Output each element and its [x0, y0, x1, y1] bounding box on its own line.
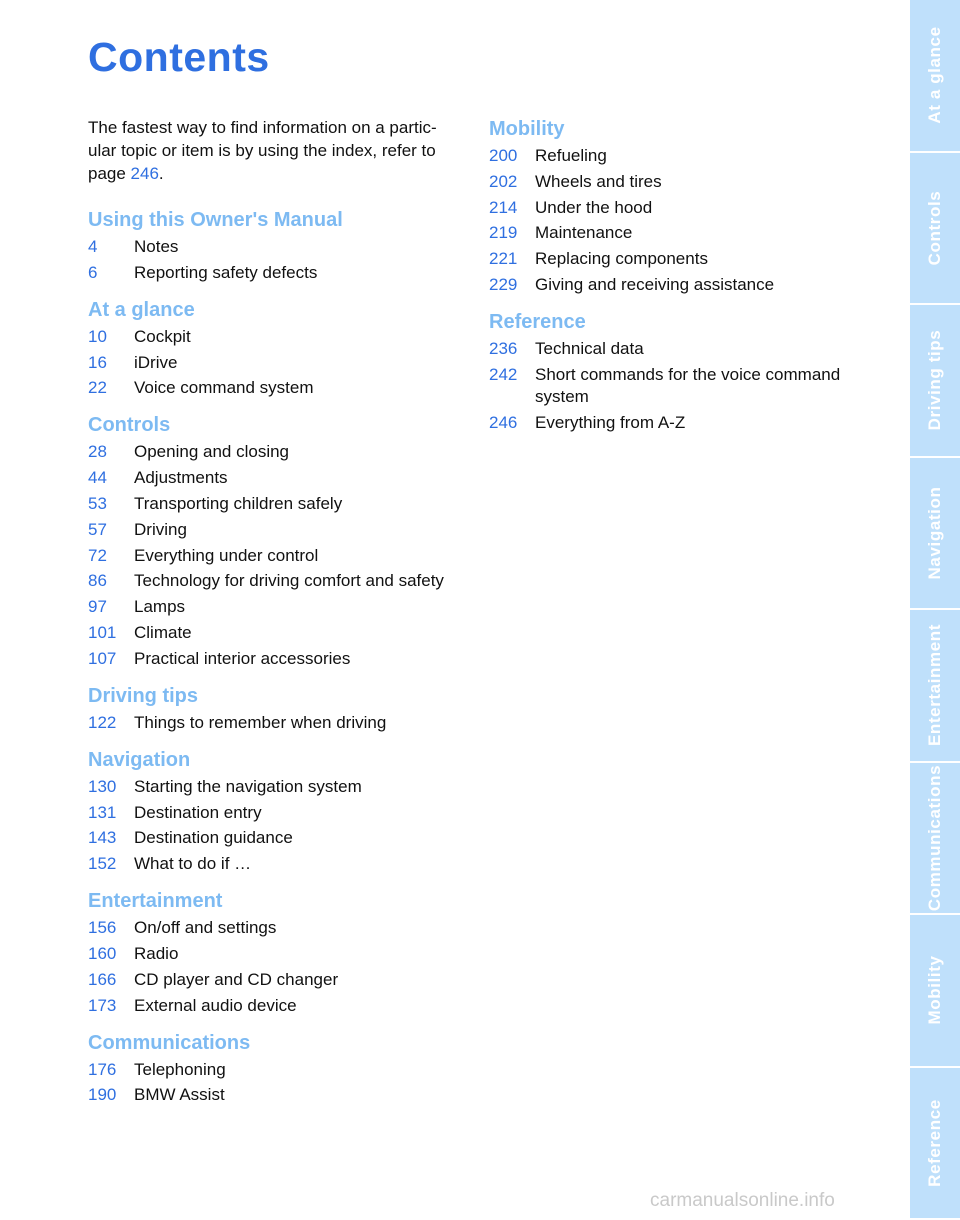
- index-page-link[interactable]: 246: [130, 164, 159, 183]
- tab-label: Navigation: [925, 486, 944, 580]
- entry-label: Voice command system: [134, 378, 314, 398]
- section-reference: [489, 309, 879, 434]
- entry-label: Radio: [134, 943, 179, 963]
- entry-label: Notes: [134, 237, 179, 256]
- tab-label: Reference: [925, 1098, 944, 1187]
- page-number[interactable]: 152: [88, 854, 117, 874]
- toc-entry[interactable]: [88, 943, 468, 965]
- section-title: Communications: [88, 1031, 251, 1054]
- tab-label: Mobility: [925, 955, 944, 1025]
- toc-entry[interactable]: [489, 364, 879, 408]
- entry-label: CD player and CD changer: [134, 969, 339, 989]
- entry-label: Maintenance: [535, 223, 633, 243]
- toc-entry[interactable]: [88, 467, 468, 489]
- entry-label: Everything under control: [134, 545, 319, 565]
- page-number[interactable]: 16: [88, 352, 107, 372]
- toc-entry[interactable]: [88, 1084, 468, 1106]
- toc-entry[interactable]: [88, 545, 468, 567]
- tab-controls[interactable]: [910, 153, 960, 306]
- toc-entry[interactable]: [88, 827, 468, 849]
- tab-mobility[interactable]: [910, 915, 960, 1068]
- page-number[interactable]: 130: [88, 776, 117, 796]
- entry-label: Wheels and tires: [535, 171, 662, 191]
- entry-label: Opening and closing: [134, 442, 290, 462]
- entry-label: Things to remember when driving: [134, 712, 387, 732]
- entry-label: Short commands for the voice command system: [535, 364, 841, 406]
- toc-entry[interactable]: [88, 969, 468, 991]
- tab-at-a-glance[interactable]: [910, 0, 960, 153]
- toc-entry[interactable]: [88, 648, 468, 670]
- entry-label: Adjustments: [134, 468, 228, 488]
- page-number[interactable]: 156: [88, 918, 117, 938]
- page-number[interactable]: 200: [489, 146, 518, 165]
- intro-line-1: The fastest way to find information on a partic-: [88, 118, 437, 137]
- intro-line-3: page: [88, 164, 131, 183]
- page-number[interactable]: 22: [88, 378, 107, 398]
- toc-entry[interactable]: [88, 776, 468, 798]
- intro-line-2: ular topic or item is by using the index, refer to: [88, 141, 436, 160]
- toc-entry[interactable]: [88, 519, 468, 541]
- section-at-a-glance: [88, 297, 468, 400]
- page-number[interactable]: 166: [88, 969, 117, 989]
- intro-paragraph: [88, 116, 468, 185]
- page-number[interactable]: 246: [489, 412, 518, 432]
- entry-label: On/off and settings: [134, 918, 277, 938]
- section-title: Controls: [88, 414, 171, 437]
- toc-entry[interactable]: [88, 441, 468, 463]
- entry-label: Lamps: [134, 597, 186, 617]
- page-number[interactable]: 236: [489, 338, 518, 358]
- toc-entry[interactable]: [88, 236, 468, 258]
- page-number[interactable]: 6: [88, 262, 98, 282]
- toc-entry[interactable]: [88, 622, 468, 644]
- toc-entry[interactable]: [88, 917, 468, 939]
- entry-label: iDrive: [134, 352, 178, 372]
- entry-label: Practical interior accessories: [134, 648, 351, 668]
- entry-label: Destination guidance: [134, 828, 293, 848]
- section-driving-tips: [88, 683, 468, 734]
- page-number[interactable]: 10: [88, 326, 107, 346]
- tab-label: Driving tips: [925, 329, 944, 431]
- tab-label: Controls: [925, 190, 944, 266]
- toc-entry[interactable]: [489, 338, 879, 360]
- toc-entry[interactable]: [88, 853, 468, 875]
- tab-driving-tips[interactable]: [910, 305, 960, 458]
- section-using-manual: [88, 207, 468, 284]
- toc-entry[interactable]: [489, 412, 879, 434]
- page-number[interactable]: 229: [489, 274, 518, 294]
- toc-entry[interactable]: [88, 995, 468, 1017]
- entry-label: Driving: [134, 519, 187, 539]
- entry-label: What to do if …: [134, 854, 252, 874]
- toc-entry[interactable]: [489, 145, 879, 167]
- entry-label: Destination entry: [134, 802, 262, 822]
- section-title: At a glance: [88, 298, 195, 321]
- toc-entry[interactable]: [489, 222, 879, 244]
- page-number[interactable]: 122: [88, 712, 117, 732]
- page-number[interactable]: 202: [489, 171, 518, 191]
- toc-entry[interactable]: [88, 352, 468, 374]
- section-mobility: [489, 116, 879, 296]
- page-number[interactable]: 131: [88, 802, 117, 822]
- toc-entry[interactable]: [88, 712, 468, 734]
- toc-entry[interactable]: [88, 596, 468, 618]
- section-title: Reference: [489, 310, 586, 333]
- page-number[interactable]: 160: [88, 943, 117, 963]
- toc-entry[interactable]: [489, 171, 879, 193]
- section-title: Using this Owner's Manual: [88, 209, 343, 231]
- page-number[interactable]: 57: [88, 519, 107, 539]
- section-title: Mobility: [489, 118, 565, 140]
- page-number[interactable]: 44: [88, 468, 107, 488]
- page-number[interactable]: 214: [489, 197, 518, 217]
- toc-entry[interactable]: [88, 802, 468, 824]
- page-number[interactable]: 219: [489, 223, 518, 243]
- entry-label: Replacing components: [535, 249, 708, 269]
- tab-communications[interactable]: [910, 763, 960, 916]
- entry-label: Under the hood: [535, 197, 653, 217]
- section-navigation: [88, 747, 468, 875]
- entry-label: Cockpit: [134, 326, 191, 346]
- page-number[interactable]: 190: [88, 1085, 117, 1105]
- entry-label: Transporting children safely: [134, 493, 343, 513]
- page-number[interactable]: 101: [88, 622, 117, 642]
- toc-entry[interactable]: [88, 493, 468, 515]
- page-number[interactable]: 221: [489, 249, 518, 269]
- tab-entertainment[interactable]: [910, 610, 960, 763]
- page-number[interactable]: 97: [88, 597, 107, 617]
- toc-entry[interactable]: [88, 262, 468, 284]
- chapter-tab-strip: [910, 0, 960, 1220]
- contents-right-column: [489, 116, 879, 447]
- entry-label: External audio device: [134, 995, 297, 1015]
- section-title: Driving tips: [88, 684, 199, 707]
- entry-label: Giving and receiving assistance: [535, 274, 775, 294]
- toc-entry[interactable]: [88, 377, 468, 399]
- entry-label: Refueling: [535, 146, 607, 165]
- toc-entry[interactable]: [489, 197, 879, 219]
- entry-label: Starting the navigation system: [134, 776, 362, 796]
- entry-label: Climate: [134, 622, 192, 642]
- page-number[interactable]: 173: [88, 995, 117, 1015]
- entry-label: Reporting safety defects: [134, 262, 318, 282]
- toc-entry[interactable]: [489, 274, 879, 296]
- entry-label: Technical data: [535, 338, 644, 358]
- page-number[interactable]: 107: [88, 648, 117, 668]
- tab-label: Entertainment: [925, 624, 944, 747]
- section-title: Entertainment: [88, 890, 223, 913]
- toc-entry[interactable]: [489, 248, 879, 270]
- entry-label: BMW Assist: [134, 1085, 225, 1105]
- page-number[interactable]: 176: [88, 1059, 117, 1079]
- toc-entry[interactable]: [88, 1059, 468, 1081]
- section-title: Navigation: [88, 748, 191, 771]
- page-number[interactable]: 242: [489, 364, 518, 384]
- contents-left-column: [88, 116, 468, 1119]
- page-number[interactable]: 53: [88, 493, 107, 513]
- watermark: carmanualsonline.info: [650, 1190, 835, 1211]
- section-communications: [88, 1030, 468, 1107]
- entry-label: Telephoning: [134, 1059, 226, 1079]
- entry-label: Technology for driving comfort and safety: [134, 571, 444, 591]
- section-controls: [88, 412, 468, 669]
- page-number[interactable]: 143: [88, 828, 117, 848]
- tab-label: At a glance: [925, 26, 944, 124]
- tab-reference[interactable]: [910, 1068, 960, 1220]
- page-title: Contents: [88, 34, 270, 80]
- page-number[interactable]: 86: [88, 571, 107, 591]
- toc-entry[interactable]: [88, 570, 468, 592]
- toc-entry[interactable]: [88, 326, 468, 348]
- page-number[interactable]: 4: [88, 237, 98, 256]
- page-number[interactable]: 72: [88, 545, 107, 565]
- tab-label: Communications: [925, 764, 944, 911]
- intro-suffix: .: [158, 164, 164, 183]
- section-entertainment: [88, 888, 468, 1016]
- tab-navigation[interactable]: [910, 458, 960, 611]
- entry-label: Everything from A-Z: [535, 412, 686, 432]
- page-number[interactable]: 28: [88, 442, 107, 462]
